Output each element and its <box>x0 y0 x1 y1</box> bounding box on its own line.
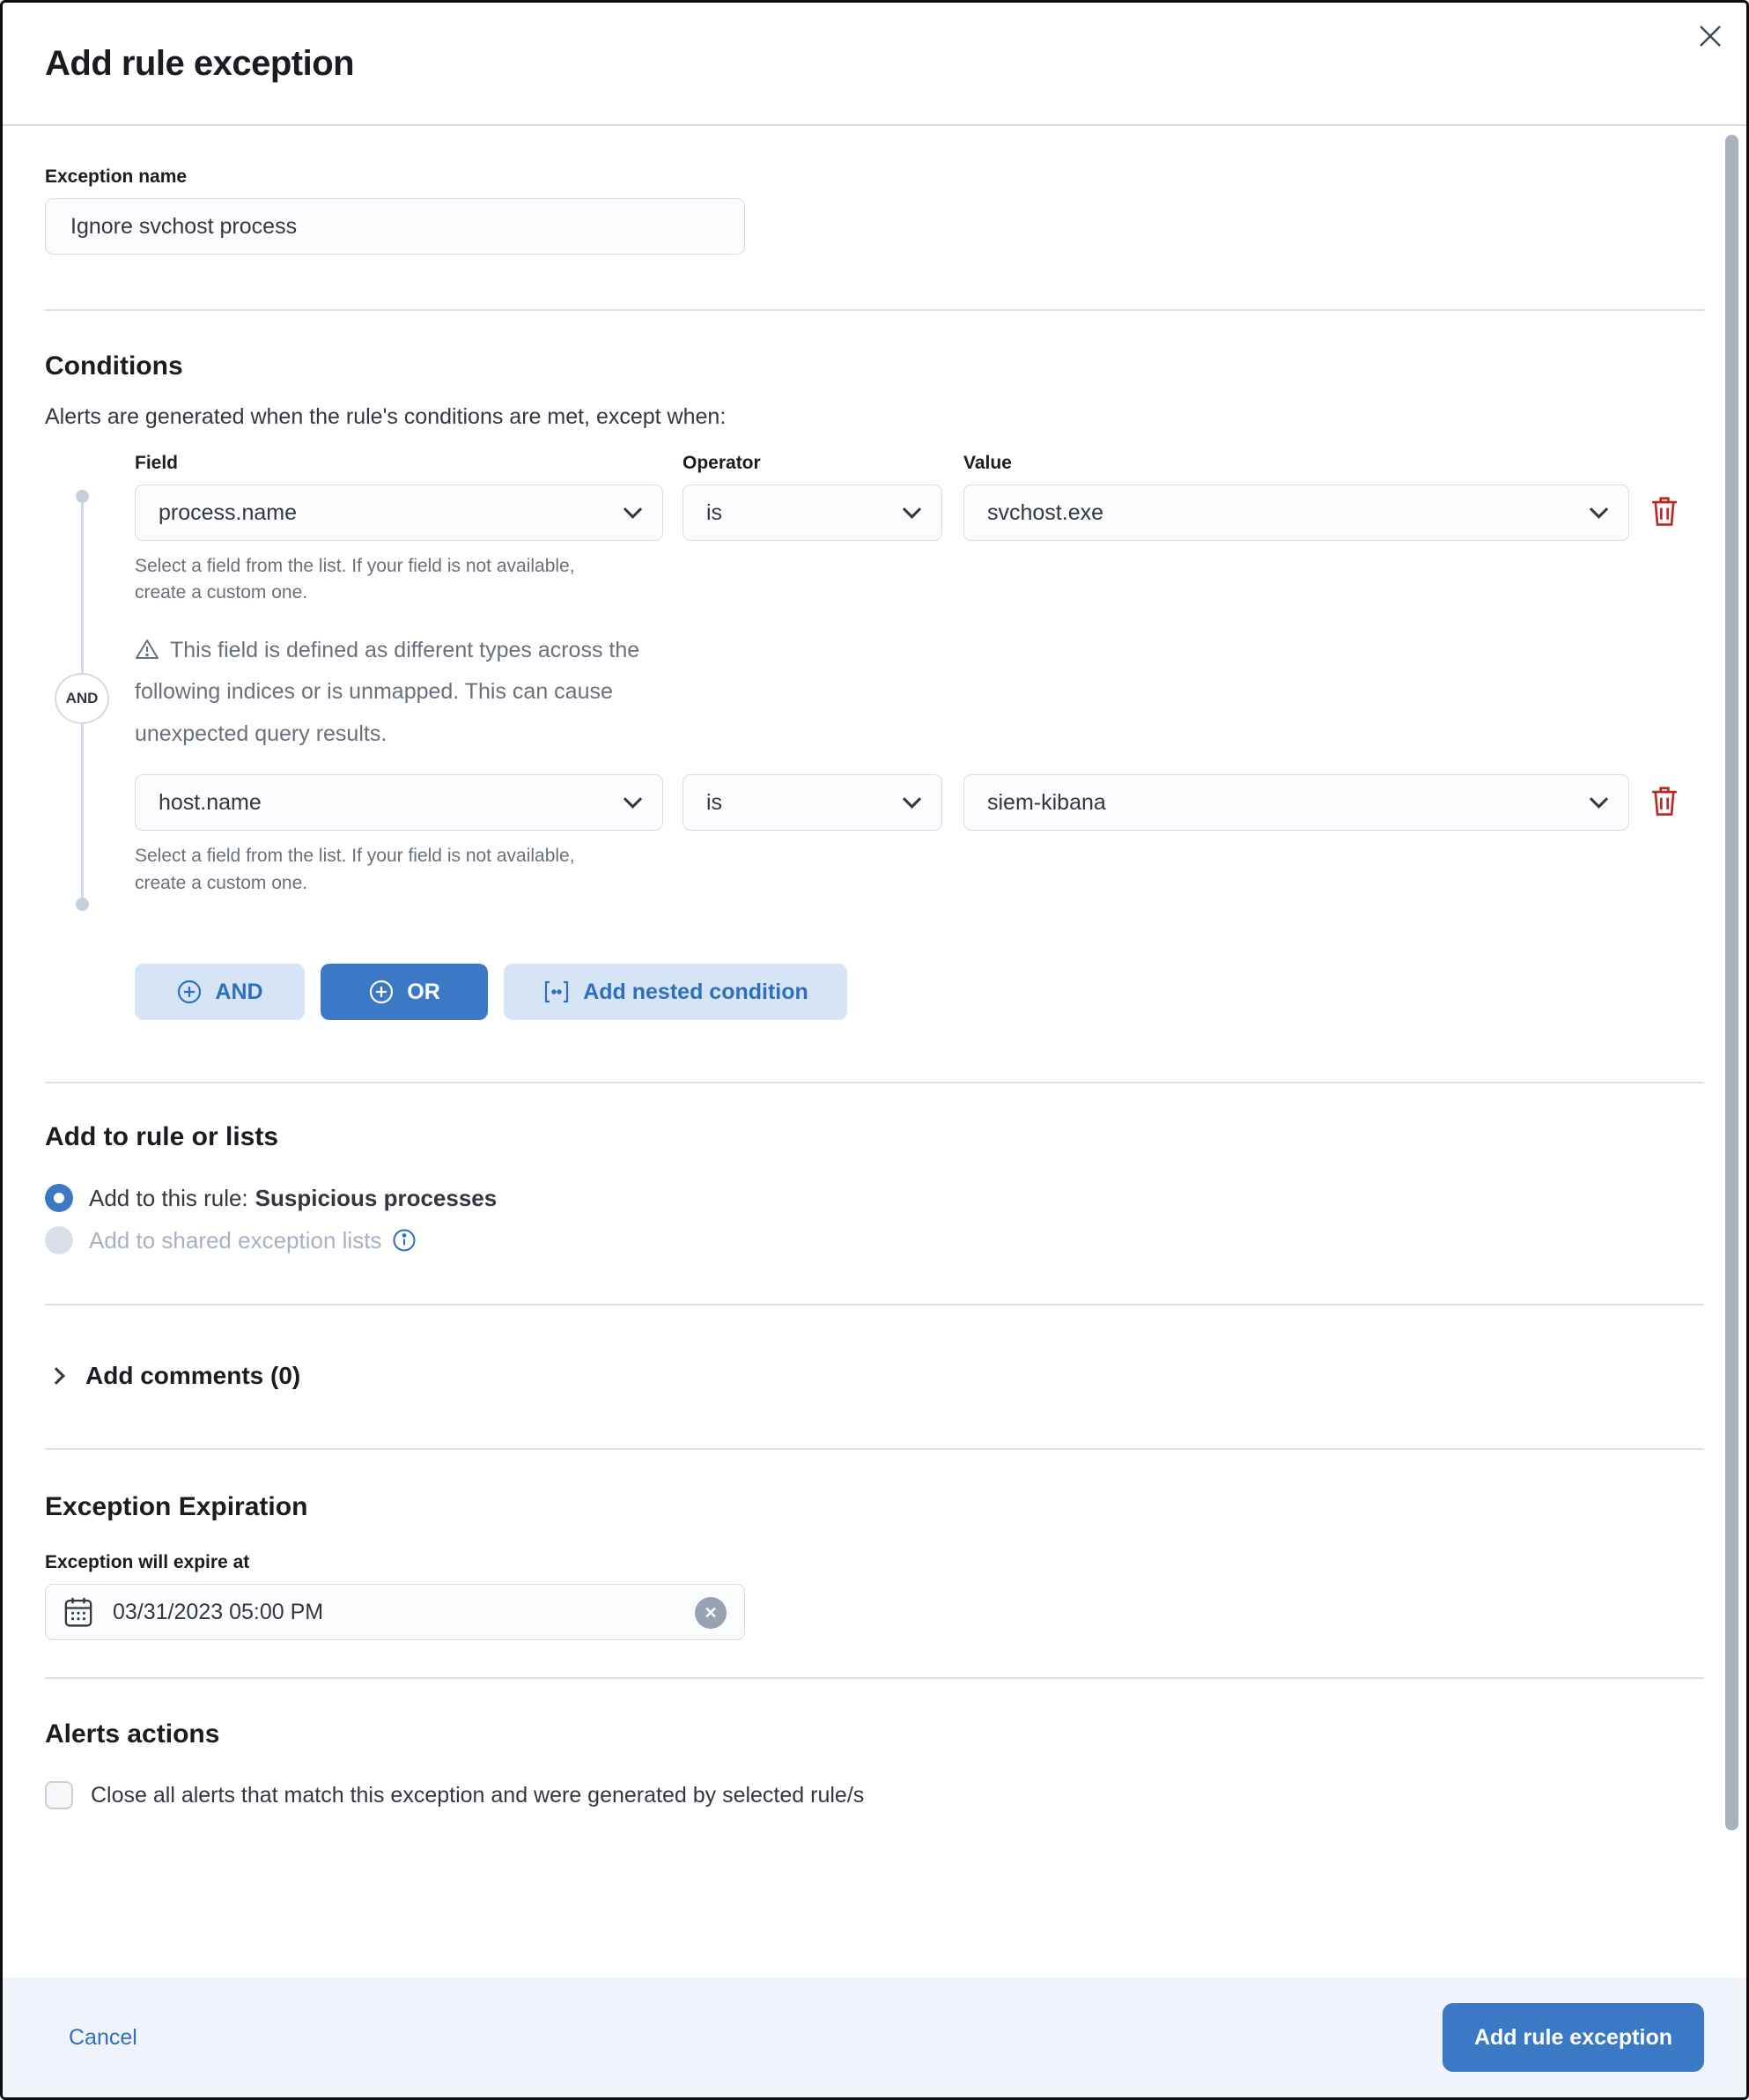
exception-name-label: Exception name <box>45 166 188 187</box>
trash-icon <box>1649 785 1680 821</box>
conditions-description: Alerts are generated when the rule's conditions are met, except when: <box>45 404 727 429</box>
rule-name: Suspicious processes <box>255 1184 498 1211</box>
add-comments-label: Add comments (0) <box>85 1362 301 1390</box>
field-type-warning <box>135 630 681 756</box>
chevron-right-icon <box>48 1367 65 1385</box>
or-button-label: OR <box>407 979 440 1004</box>
delete-condition-button[interactable] <box>1645 492 1684 535</box>
clear-date-button[interactable] <box>695 1597 727 1629</box>
close-icon <box>1696 22 1724 53</box>
info-icon[interactable] <box>392 1228 417 1253</box>
divider <box>45 1082 1704 1083</box>
field-column-label: Field <box>135 453 179 473</box>
field-select[interactable] <box>135 774 663 831</box>
close-button[interactable] <box>1690 17 1731 57</box>
warning-text: This field is defined as different types across the following indices or is unmapped. This can cause unexpected query results. <box>135 637 640 746</box>
value-select-value: svchost.exe <box>987 499 1104 525</box>
field-select[interactable] <box>135 484 663 541</box>
exception-name-value: Ignore svchost process <box>70 213 298 239</box>
modal-footer <box>3 1978 1746 2097</box>
expiration-heading: Exception Expiration <box>45 1492 308 1522</box>
value-select[interactable] <box>963 774 1629 831</box>
divider <box>45 1677 1704 1679</box>
scrollbar[interactable] <box>1725 135 1738 1830</box>
expiration-date-value: 03/31/2023 05:00 PM <box>113 1599 324 1624</box>
calendar-icon <box>63 1596 93 1628</box>
operator-select[interactable] <box>683 484 942 541</box>
close-alerts-option <box>45 1781 1704 1809</box>
chevron-down-icon <box>624 790 642 809</box>
radio-shared-label: Add to shared exception lists <box>89 1226 382 1253</box>
operator-select-value: is <box>706 789 723 815</box>
divider <box>45 1304 1704 1305</box>
add-to-heading: Add to rule or lists <box>45 1122 279 1152</box>
chevron-down-icon <box>1590 790 1608 809</box>
value-column-label: Value <box>963 453 1012 473</box>
divider <box>45 1448 1704 1450</box>
chevron-down-icon <box>903 790 921 809</box>
add-rule-exception-button[interactable]: Add rule exception <box>1443 2003 1704 2072</box>
radio-disabled-icon[interactable] <box>45 1226 73 1254</box>
and-connector-badge: AND <box>55 673 109 724</box>
chevron-down-icon <box>903 499 921 518</box>
modal-body <box>3 126 1746 1978</box>
cancel-button[interactable]: Cancel <box>69 2024 137 2050</box>
expiration-date-input[interactable] <box>45 1584 745 1640</box>
exception-name-input[interactable] <box>45 198 745 255</box>
modal-header <box>3 3 1746 126</box>
chevron-down-icon <box>624 499 642 518</box>
radio-add-to-shared-lists[interactable] <box>45 1226 1704 1254</box>
and-button-label: AND <box>215 979 263 1004</box>
timeline-dot-top <box>76 490 89 503</box>
expiration-label: Exception will expire at <box>45 1552 250 1573</box>
nested-condition-icon <box>542 979 571 1005</box>
clear-icon: ✕ <box>704 1604 718 1623</box>
add-or-condition-button[interactable] <box>321 964 488 1020</box>
trash-icon <box>1649 495 1680 531</box>
field-select-value: process.name <box>159 499 298 525</box>
operator-select[interactable] <box>683 774 942 831</box>
field-helper-text: Select a field from the list. If your field is not available, create a custom one. <box>135 556 575 603</box>
add-nested-condition-button[interactable] <box>504 964 847 1020</box>
plus-circle-icon <box>368 979 395 1005</box>
radio-rule-label: Add to this rule: <box>89 1184 248 1211</box>
operator-select-value: is <box>706 499 723 525</box>
condition-row <box>135 774 1704 831</box>
condition-row <box>135 484 1704 541</box>
warning-icon <box>135 638 170 662</box>
plus-circle-icon <box>176 979 203 1005</box>
alerts-actions-heading: Alerts actions <box>45 1719 220 1749</box>
chevron-down-icon <box>1590 499 1608 518</box>
add-comments-toggle[interactable] <box>45 1362 300 1390</box>
operator-column-label: Operator <box>683 453 761 473</box>
close-alerts-checkbox[interactable] <box>45 1781 73 1809</box>
conditions-builder <box>45 453 1704 897</box>
radio-selected-icon[interactable] <box>45 1184 73 1212</box>
close-alerts-label: Close all alerts that match this exception and were generated by selected rule/s <box>91 1782 865 1808</box>
add-and-condition-button[interactable] <box>135 964 305 1020</box>
field-select-value: host.name <box>159 789 262 815</box>
field-helper-text: Select a field from the list. If your field is not available, create a custom one. <box>135 846 575 893</box>
radio-add-to-rule[interactable] <box>45 1184 1704 1212</box>
page-title: Add rule exception <box>45 43 355 83</box>
value-select[interactable] <box>963 484 1629 541</box>
delete-condition-button[interactable] <box>1645 781 1684 824</box>
conditions-heading: Conditions <box>45 351 183 381</box>
divider <box>45 309 1704 311</box>
value-select-value: siem-kibana <box>987 789 1106 815</box>
timeline-dot-bottom <box>76 898 89 911</box>
nested-button-label: Add nested condition <box>583 979 808 1004</box>
